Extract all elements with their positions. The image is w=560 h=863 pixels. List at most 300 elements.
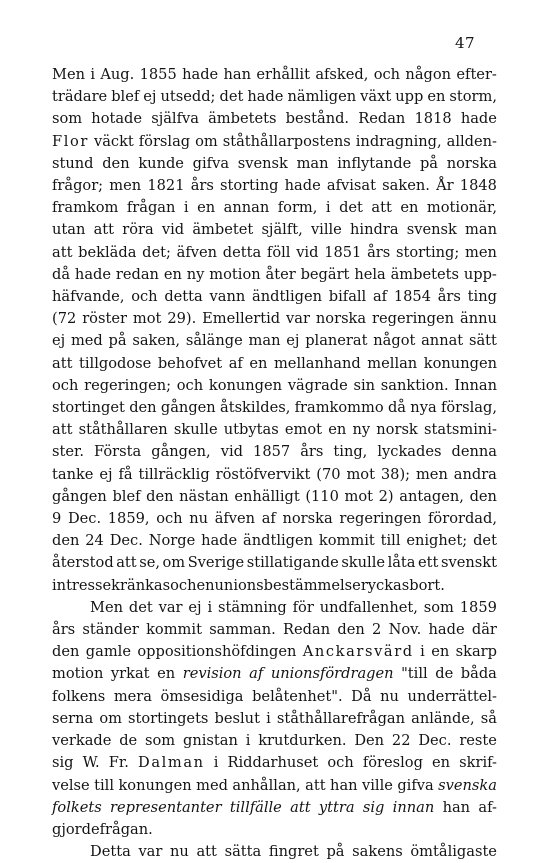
word: konungen bbox=[208, 376, 283, 394]
word: års bbox=[300, 443, 324, 461]
word: Men bbox=[90, 598, 123, 616]
text-line bbox=[52, 353, 497, 375]
italic-word: tillfälle bbox=[229, 798, 282, 816]
word: en bbox=[196, 576, 215, 594]
word: om bbox=[195, 132, 218, 150]
word: motion bbox=[52, 665, 104, 683]
word: trädare bbox=[52, 88, 108, 106]
word: Sverige bbox=[187, 554, 245, 572]
italic-word: unionsfördragen bbox=[270, 665, 394, 683]
word: storting; bbox=[395, 243, 460, 261]
italic-word: yttra bbox=[318, 798, 355, 816]
word: af bbox=[372, 288, 388, 306]
word: framkommo bbox=[294, 399, 384, 417]
word: var bbox=[286, 310, 310, 328]
word: för bbox=[292, 598, 314, 616]
word: det bbox=[128, 598, 153, 616]
word: själft, bbox=[261, 221, 303, 239]
word: 24 bbox=[85, 532, 104, 550]
text-line bbox=[52, 663, 497, 685]
word: att bbox=[52, 421, 73, 439]
word: reste bbox=[459, 732, 497, 750]
word: ståthållarpostens bbox=[222, 132, 351, 150]
word: års bbox=[190, 177, 214, 195]
word: förordad, bbox=[428, 510, 497, 528]
word: stämning bbox=[218, 598, 287, 616]
word: unionsbestämmelse bbox=[214, 576, 361, 594]
word: de bbox=[435, 665, 454, 683]
word: hade bbox=[201, 532, 238, 550]
word: gifva bbox=[192, 154, 230, 172]
word: stortinget bbox=[52, 399, 125, 417]
word: mellan bbox=[367, 354, 418, 372]
word: andra bbox=[453, 465, 497, 483]
word: få bbox=[118, 465, 133, 483]
word: regeringen bbox=[339, 510, 422, 528]
word: den bbox=[337, 621, 365, 639]
word: och bbox=[170, 576, 197, 594]
word: en bbox=[157, 665, 176, 683]
text-line bbox=[52, 575, 497, 597]
text-line bbox=[52, 619, 497, 641]
text-line bbox=[52, 508, 497, 530]
word: till bbox=[380, 532, 401, 550]
word: (70 bbox=[316, 465, 341, 483]
word: konungen bbox=[423, 354, 497, 372]
word: han bbox=[442, 798, 471, 816]
word: återstod bbox=[52, 554, 114, 572]
word: nämligen bbox=[287, 88, 357, 106]
word: häfvande, bbox=[52, 288, 125, 306]
word: framkom bbox=[52, 199, 119, 217]
word: Detta bbox=[90, 843, 131, 861]
word: förslag bbox=[138, 132, 191, 150]
word: mera bbox=[113, 687, 152, 705]
word: gifva bbox=[397, 776, 434, 794]
word: 1855 bbox=[139, 66, 177, 83]
word: åtskildes, bbox=[220, 399, 291, 417]
word: så bbox=[480, 709, 497, 727]
word: det bbox=[339, 199, 363, 217]
word: 2) bbox=[378, 487, 394, 505]
word: nu bbox=[380, 687, 399, 705]
word: ämbetet bbox=[192, 221, 254, 239]
word: utsedd; bbox=[160, 88, 216, 106]
word: norsk bbox=[376, 421, 418, 439]
word: hade bbox=[428, 621, 465, 639]
word: den bbox=[129, 399, 157, 417]
word: låta bbox=[387, 554, 416, 572]
word: den bbox=[52, 643, 80, 661]
word: någon bbox=[405, 66, 452, 83]
word: och bbox=[131, 288, 158, 306]
word: hade bbox=[247, 88, 284, 106]
word: motion bbox=[209, 265, 261, 283]
word: blef bbox=[112, 487, 141, 505]
word: var bbox=[158, 598, 183, 616]
word: med bbox=[196, 776, 228, 794]
word: att bbox=[93, 221, 115, 239]
word: tillgodose bbox=[79, 354, 152, 372]
word: svensk bbox=[237, 154, 288, 172]
word: statsmini- bbox=[423, 421, 497, 439]
word: gjorde bbox=[52, 820, 100, 838]
word: Redan bbox=[283, 621, 331, 639]
word: motionär, bbox=[426, 199, 497, 217]
word: och bbox=[327, 754, 354, 772]
word: "till bbox=[401, 665, 428, 683]
word: frågor; bbox=[52, 177, 104, 195]
text-line bbox=[52, 197, 497, 219]
word: gnistan bbox=[182, 732, 238, 750]
word: ämbetets bbox=[390, 265, 459, 283]
word: Redan bbox=[358, 110, 406, 128]
spaced-name: Dalman bbox=[138, 754, 205, 772]
word: skulle bbox=[341, 554, 386, 572]
word: ömsesidiga bbox=[160, 687, 244, 705]
word: inflytande bbox=[337, 154, 412, 172]
word: men bbox=[465, 243, 497, 261]
text-line bbox=[52, 486, 497, 508]
word: stund bbox=[52, 154, 94, 172]
word: man bbox=[248, 332, 281, 350]
word: och bbox=[373, 66, 401, 83]
word: en bbox=[163, 265, 182, 283]
word: mellanhand bbox=[273, 354, 361, 372]
word: och bbox=[52, 376, 79, 394]
text-line bbox=[52, 730, 497, 752]
word: Dec. bbox=[67, 510, 102, 528]
text-line bbox=[52, 464, 497, 486]
text-line bbox=[52, 530, 497, 552]
word: om bbox=[99, 709, 122, 727]
word: 1859 bbox=[459, 598, 497, 616]
word: de bbox=[119, 732, 138, 750]
word: bekläda bbox=[78, 243, 137, 261]
word: ståthållaren bbox=[78, 421, 168, 439]
word: afvisat bbox=[326, 177, 376, 195]
word: ster. bbox=[52, 443, 85, 461]
text-line bbox=[52, 841, 497, 863]
word: i bbox=[420, 643, 425, 661]
word: vid bbox=[296, 243, 319, 261]
word: 22 bbox=[391, 732, 411, 750]
word: Dec. bbox=[418, 732, 452, 750]
word: regeringen; bbox=[84, 376, 172, 394]
word: regeringen bbox=[372, 310, 455, 328]
word: nu bbox=[170, 843, 189, 861]
text-line bbox=[52, 308, 497, 330]
word: i bbox=[183, 199, 189, 217]
word: men bbox=[109, 177, 142, 195]
word: ryckas bbox=[360, 576, 410, 594]
word: den bbox=[469, 487, 497, 505]
word: Första bbox=[94, 443, 142, 461]
text-line bbox=[52, 175, 497, 197]
word: 2 bbox=[372, 621, 382, 639]
word: men bbox=[415, 465, 448, 483]
word: års bbox=[437, 288, 461, 306]
word: vid bbox=[161, 221, 185, 239]
word: erhållit bbox=[256, 66, 310, 83]
word: själfva bbox=[151, 110, 199, 128]
text-line bbox=[52, 375, 497, 397]
word: ömtåligaste bbox=[410, 843, 497, 861]
word: ämbetets bbox=[208, 110, 277, 128]
word: på bbox=[108, 332, 127, 350]
text-line bbox=[52, 108, 497, 130]
word: års bbox=[367, 243, 391, 261]
word: föreslog bbox=[362, 754, 423, 772]
text-line bbox=[52, 219, 497, 241]
spaced-name: Flor bbox=[52, 132, 89, 150]
word: sanktion. bbox=[380, 376, 449, 394]
word: Riddarhuset bbox=[227, 754, 319, 772]
word: svenskt bbox=[440, 554, 497, 572]
word: af bbox=[228, 354, 243, 372]
word: äfven bbox=[214, 510, 256, 528]
word: Aug. bbox=[100, 66, 135, 83]
word: att bbox=[52, 243, 73, 261]
text-line bbox=[52, 752, 497, 774]
word: 38); bbox=[380, 465, 411, 483]
word: denna bbox=[451, 443, 497, 461]
italic-word: revision bbox=[182, 665, 242, 683]
word: beslut bbox=[214, 709, 260, 727]
word: den bbox=[52, 532, 80, 550]
word: som bbox=[145, 732, 176, 750]
text-line bbox=[52, 708, 497, 730]
word: skrif- bbox=[459, 754, 497, 772]
word: i bbox=[207, 598, 213, 616]
italic-word: sig bbox=[362, 798, 385, 816]
word: föll bbox=[266, 243, 291, 261]
word: att bbox=[196, 843, 217, 861]
word: sätta bbox=[224, 843, 262, 861]
word: planerat bbox=[305, 332, 368, 350]
word: att bbox=[305, 776, 326, 794]
word: det bbox=[219, 88, 244, 106]
word: i bbox=[90, 66, 95, 83]
word: han bbox=[330, 776, 358, 794]
word: ej bbox=[99, 465, 113, 483]
word: mot bbox=[346, 465, 375, 483]
word: detta bbox=[222, 243, 262, 261]
word: att bbox=[371, 199, 392, 217]
word: upp bbox=[395, 88, 424, 106]
word: norska bbox=[315, 310, 367, 328]
word: kommit bbox=[146, 621, 202, 639]
word: 1857 bbox=[253, 443, 291, 461]
word: gången, bbox=[151, 443, 211, 461]
word: År bbox=[436, 177, 454, 195]
word: utbytas bbox=[223, 421, 279, 439]
word: ej bbox=[188, 598, 202, 616]
word: ändtligen bbox=[252, 288, 323, 306]
word: förslag, bbox=[440, 399, 497, 417]
word: storting bbox=[220, 177, 279, 195]
word: form, bbox=[277, 199, 318, 217]
word: Innan bbox=[454, 376, 497, 394]
word: emot bbox=[284, 421, 323, 439]
word: ville bbox=[310, 221, 342, 239]
word: af- bbox=[478, 798, 497, 816]
word: den bbox=[146, 487, 174, 505]
word: ting, bbox=[333, 443, 368, 461]
word: ett bbox=[418, 554, 439, 572]
word: ständer bbox=[82, 621, 139, 639]
text-line bbox=[52, 286, 497, 308]
word: storm, bbox=[449, 88, 497, 106]
word: nästan bbox=[179, 487, 229, 505]
word: det bbox=[473, 532, 497, 550]
word: anlände, bbox=[411, 709, 475, 727]
word: redan bbox=[115, 265, 159, 283]
word: hela bbox=[354, 265, 386, 283]
word: ej bbox=[52, 332, 66, 350]
word: i bbox=[325, 199, 331, 217]
word: hade bbox=[460, 110, 497, 128]
text-line bbox=[52, 264, 497, 286]
word: enhälligt bbox=[234, 487, 300, 505]
word: mot bbox=[132, 310, 162, 328]
word: åter bbox=[265, 265, 296, 283]
word: det; bbox=[142, 243, 171, 261]
word: 1848 bbox=[459, 177, 497, 195]
word: anhållan, bbox=[232, 776, 301, 794]
italic-word: af bbox=[249, 665, 264, 683]
word: ny bbox=[186, 265, 205, 283]
word: yrkat bbox=[110, 665, 150, 683]
word: se, bbox=[139, 554, 160, 572]
word: efter- bbox=[456, 66, 497, 83]
word: af bbox=[261, 510, 276, 528]
word: en bbox=[427, 88, 446, 106]
word: ny bbox=[352, 421, 371, 439]
text-line bbox=[52, 131, 497, 153]
word: 1851 bbox=[324, 243, 362, 261]
word: i bbox=[245, 732, 251, 750]
word: annan bbox=[223, 199, 270, 217]
italic-word: innan bbox=[392, 798, 435, 816]
word: Norge bbox=[148, 532, 196, 550]
word: hade bbox=[74, 265, 112, 283]
word: som bbox=[52, 110, 83, 128]
word: ej bbox=[286, 332, 300, 350]
word: gamle bbox=[85, 643, 131, 661]
word: frågan. bbox=[99, 820, 153, 838]
word: annat bbox=[421, 332, 464, 350]
word: samman. bbox=[209, 621, 276, 639]
word: saken. bbox=[382, 177, 430, 195]
word: frågan bbox=[126, 199, 176, 217]
word: en bbox=[431, 643, 450, 661]
word: underrättel- bbox=[407, 687, 497, 705]
word: 1818 bbox=[414, 110, 452, 128]
word: man bbox=[465, 221, 497, 239]
word: begärt bbox=[300, 265, 350, 283]
word: ännu bbox=[460, 310, 497, 328]
word: till bbox=[94, 776, 115, 794]
word: hade bbox=[284, 177, 321, 195]
word: bestånd. bbox=[285, 110, 350, 128]
text-line bbox=[52, 153, 497, 175]
word: sålänge bbox=[185, 332, 243, 350]
word: nu bbox=[189, 510, 209, 528]
word: växt bbox=[360, 88, 392, 106]
word: ville bbox=[362, 776, 393, 794]
word: gången bbox=[160, 399, 216, 417]
word: där bbox=[471, 621, 497, 639]
word: allden- bbox=[446, 132, 497, 150]
word: Nov. bbox=[388, 621, 422, 639]
word: intresse bbox=[52, 576, 112, 594]
word: kränkas bbox=[111, 576, 171, 594]
italic-word: representanter bbox=[110, 798, 222, 816]
word: stortingets bbox=[128, 709, 209, 727]
word: Fr. bbox=[108, 754, 129, 772]
word: på bbox=[419, 154, 439, 172]
word: då bbox=[387, 399, 406, 417]
word: mot bbox=[344, 487, 374, 505]
word: bort. bbox=[409, 576, 445, 594]
word: äfven bbox=[176, 243, 218, 261]
word: på bbox=[326, 843, 345, 861]
word: 9 bbox=[52, 510, 62, 528]
text-line bbox=[52, 597, 497, 619]
word: skarp bbox=[455, 643, 497, 661]
word: Då bbox=[351, 687, 372, 705]
word: 1854 bbox=[393, 288, 431, 306]
word: hindra bbox=[350, 221, 399, 239]
word: 29). bbox=[167, 310, 197, 328]
word: röster bbox=[82, 310, 127, 328]
text-line bbox=[52, 552, 497, 574]
text-line bbox=[52, 641, 497, 663]
word: fingret bbox=[268, 843, 319, 861]
word: utan bbox=[52, 221, 86, 239]
word: konungen bbox=[118, 776, 192, 794]
word: och bbox=[176, 376, 204, 394]
word: med bbox=[70, 332, 103, 350]
word: tanke bbox=[52, 465, 94, 483]
word: velse bbox=[52, 776, 90, 794]
word: indragning, bbox=[355, 132, 442, 150]
word: något bbox=[373, 332, 416, 350]
word: Men bbox=[52, 66, 85, 83]
word: röstöfvervikt bbox=[215, 465, 311, 483]
word: (72 bbox=[52, 310, 77, 328]
word: ändtligen bbox=[243, 532, 314, 550]
word: sakens bbox=[352, 843, 403, 861]
word: sätt bbox=[468, 332, 497, 350]
word: Den bbox=[354, 732, 385, 750]
text-line bbox=[52, 64, 497, 86]
word: behofvet bbox=[157, 354, 223, 372]
word: ej bbox=[143, 88, 157, 106]
word: hade bbox=[182, 66, 219, 83]
word: lyckades bbox=[377, 443, 442, 461]
word: afsked, bbox=[315, 66, 369, 83]
word: upp- bbox=[463, 265, 497, 283]
text-line bbox=[52, 819, 497, 841]
word: i bbox=[266, 709, 271, 727]
word: bifall bbox=[328, 288, 367, 306]
page-number: 47 bbox=[455, 34, 476, 52]
word: var bbox=[138, 843, 163, 861]
word: att bbox=[52, 354, 73, 372]
word: en bbox=[328, 421, 347, 439]
